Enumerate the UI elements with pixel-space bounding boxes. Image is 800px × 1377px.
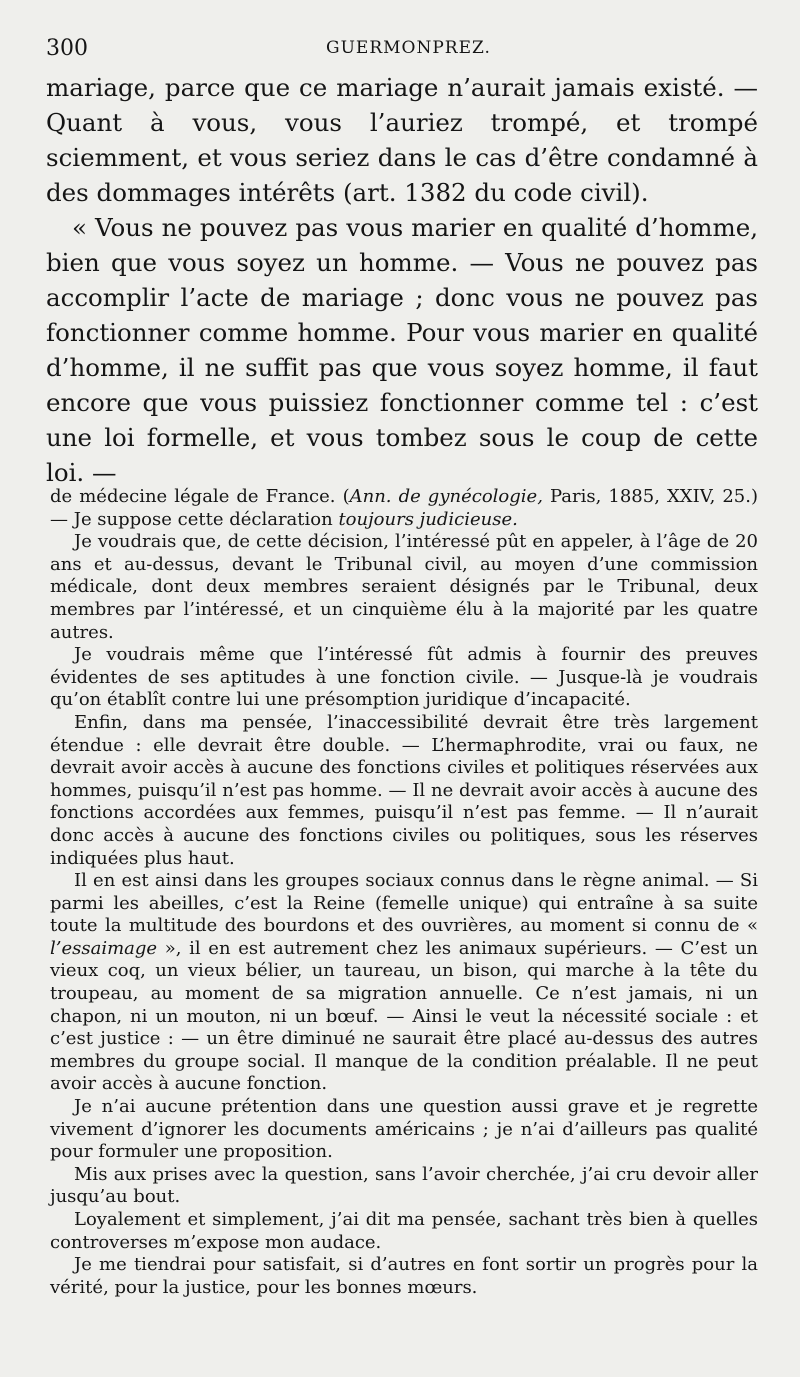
footnote-continuation: de médecine légale de France. (Ann. de gynécologie, Paris, 1885, XXIV, 25.) — Je suppose cette déclaration toujours judicieuse. [50,486,759,530]
footnote-paragraph: Loyalement et simplement, j’ai dit ma pensée, sachant très bien à quelles controverses m’expose mon audace. [50,1209,758,1253]
running-head: GUERMONPREZ. [326,38,491,58]
main-paragraph: mariage, parce que ce mariage n’aurait jamais existé. — Quant à vous, vous l’auriez trompé, et trompé sciemment, et vous seriez dans le cas d’être condamné à des dommages intérêts (art. 1382 du code civil). [46,73,758,207]
footnote-paragraph: Je voudrais même que l’intéressé fût admis à fournir des preuves évidentes de ses aptitudes à une fonction civile. — Jusque-là je voudrais qu’on établît contre lui une présomption juridique d’incapacité. [50,644,758,711]
page-header [46,36,754,70]
page-number: 300 [46,36,88,61]
footnote-block [50,486,758,1299]
footnote-paragraph: Je voudrais que, de cette décision, l’intéressé pût en appeler, à l’âge de 20 ans et au-dessus, devant le Tribunal civil, au moyen d’une commission médicale, dont deux membres seraient désignés par le Tribunal, deux membres par l’intéressé, et un cinquième élu à la majorité par les quatre autres. [50,531,758,643]
footnote-paragraph: Je n’ai aucune prétention dans une question aussi grave et je regrette vivement d’ignorer les documents américains ; je n’ai d’ailleurs pas qualité pour formuler une proposition. [50,1096,758,1163]
main-text [46,70,758,490]
main-paragraph: « Vous ne pouvez pas vous marier en qualité d’homme, bien que vous soyez un homme. — Vous ne pouvez pas accomplir l’acte de mariage ; donc vous ne pouvez pas fonctionner comme homme. Pour vous marier en qualité d’homme, il ne suffit pas que vous soyez homme, il faut encore que vous puissiez fonctionner comme tel : c’est une loi formelle, et vous tombez sous le coup de cette loi. — [46,213,758,487]
footnote-paragraph: Il en est ainsi dans les groupes sociaux connus dans le règne animal. — Si parmi les abeilles, c’est la Reine (femelle unique) qui entraîne à sa suite toute la multitude des bourdons et des ouvrières, au moment si connu de « l’essaimage », il en est autrement chez les animaux supérieurs. — C’est un vieux coq, un vieux bélier, un taureau, un bison, qui marche à la tête du troupeau, au moment de sa migration annuelle. Ce n’est jamais, ni un chapon, ni un mouton, ni un bœuf. — Ainsi le veut la nécessité sociale : et c’est justice : — un être diminué ne saurait être placé au-dessus des autres membres du groupe social. Il manque de la condition préalable. Il ne peut avoir accès à aucune fonction. [50,870,758,1095]
footnote-paragraph: Mis aux prises avec la question, sans l’avoir cherchée, j’ai cru devoir aller jusqu’au bout. [50,1163,758,1208]
footnote-paragraph: Je me tiendrai pour satisfait, si d’autres en font sortir un progrès pour la vérité, pour la justice, pour les bonnes mœurs. [50,1254,758,1298]
footnote-paragraph: Enfin, dans ma pensée, l’inaccessibilité devrait être très largement étendue : elle devrait être double. — L’hermaphrodite, vrai ou faux, ne devrait avoir accès à aucune des fonctions civiles et politiques réservées aux hommes, puisqu’il n’est pas homme. — Il ne devrait avoir accès à aucune des fonctions accordées aux femmes, puisqu’il n’est pas femme. — Il n’aurait donc accès à aucune des fonctions civiles ou politiques, sous les réserves indiquées plus haut. [50,711,758,869]
